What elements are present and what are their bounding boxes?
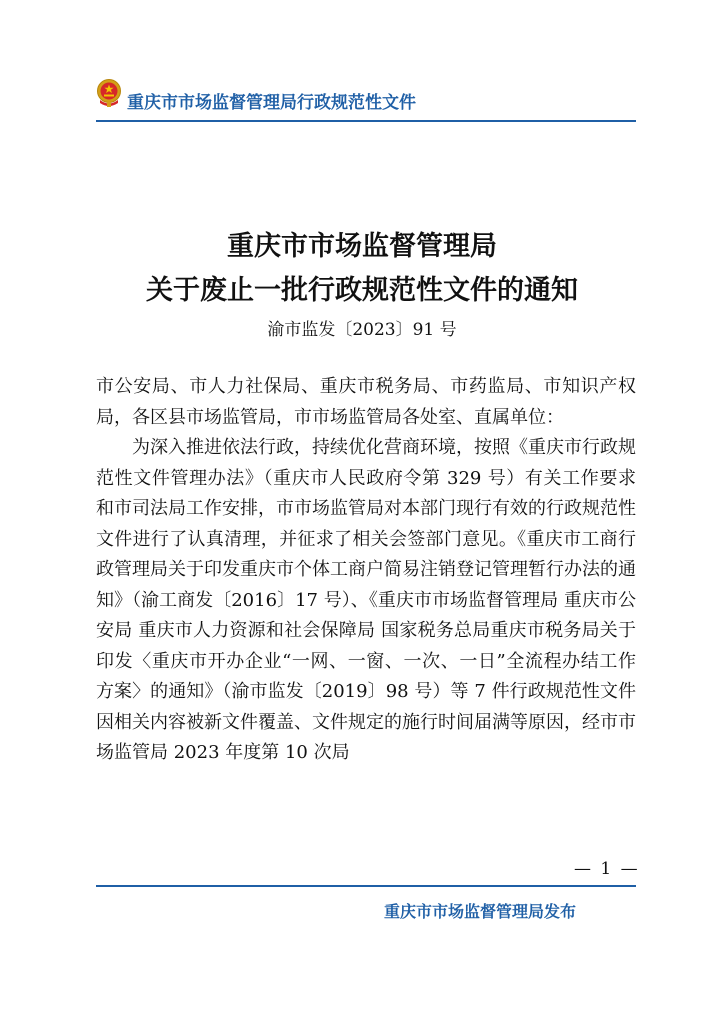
body-paragraph: 为深入推进依法行政，持续优化营商环境，按照《重庆市行政规范性文件管理办法》（重庆市人民政府令第 329 号）有关工作要求和市司法局工作安排，市市场监管局对本部门现行有效的行政规范性文件进行了认真清理，并征求了相关会签部门意见。《重庆市工商行政管理局关于印发重庆市个体工商户简易注销登记管理暂行办法的通知》（渝工商发〔2016〕17 号）、《重庆市市场监督管理局 重庆市公安局 重庆市人力资源和社会保障局 国家税务总局重庆市税务局关于印发〈重庆市开办企业“一网、一窗、一次、一日”全流程办结工作方案〉的通知》（渝市监发〔2019〕98 号）等 7 件行政规范性文件因相关内容被新文件覆盖、文件规定的施行时间届满等原因，经市市场监管局 2023 年度第 10 次局 bbox=[96, 437, 636, 763]
footer-divider bbox=[96, 885, 636, 887]
document-title-line2: 关于废止一批行政规范性文件的通知 bbox=[146, 275, 578, 306]
document-title-line1: 重庆市市场监督管理局 bbox=[227, 231, 497, 262]
header-divider bbox=[96, 120, 636, 122]
header-title: 重庆市市场监督管理局行政规范性文件 bbox=[127, 93, 416, 113]
document-body bbox=[96, 372, 636, 769]
page-number: — 1 — bbox=[574, 859, 640, 879]
document-header bbox=[96, 78, 636, 118]
document-number: 渝市监发〔2023〕91 号 bbox=[267, 320, 457, 340]
addressees: 市公安局、市人力社保局、重庆市税务局、市药监局、市知识产权局，各区县市场监管局，市市场监管局各处室、直属单位： bbox=[96, 376, 636, 428]
national-emblem-icon bbox=[96, 78, 122, 108]
publisher-label: 重庆市市场监督管理局发布 bbox=[384, 902, 577, 921]
